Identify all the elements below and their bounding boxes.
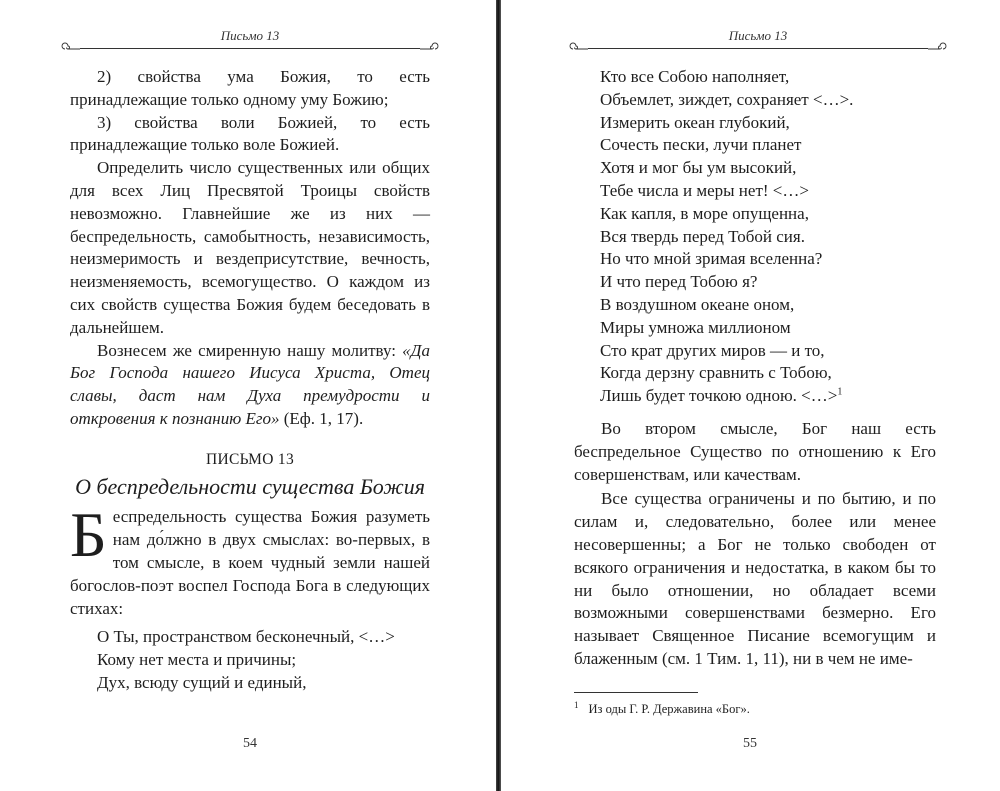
- book-gutter: [496, 0, 501, 791]
- prayer-ref: (Еф. 1, 17).: [283, 408, 364, 428]
- prayer-intro: Вознесем же смиренную нашу молитву:: [97, 340, 396, 360]
- paragraph: 3) свойства воли Божией, то есть принадлежащие только воле Божией.: [70, 112, 430, 155]
- left-page: [0, 0, 498, 791]
- paragraph: 2) свойства ума Божия, то есть принадлежащие только одному уму Божию;: [70, 67, 430, 109]
- running-head: Письмо 13: [728, 28, 788, 43]
- footnote-mark: 1: [574, 700, 579, 710]
- letter-heading: ПИСЬМО 13: [205, 450, 295, 468]
- running-head: Письмо 13: [220, 28, 280, 43]
- footnote-text: Из оды Г. Р. Державина «Бог».: [588, 702, 750, 717]
- verse-line: Объемлет, зиждет, сохраняет <…>.: [600, 89, 854, 109]
- footnote-rule: [574, 692, 698, 693]
- verse-line-last: [600, 385, 936, 408]
- footnote-reference[interactable]: 1: [837, 386, 843, 398]
- page-number: 54: [243, 736, 257, 751]
- scroll-ornament-icon: [926, 40, 948, 54]
- header-rule: [60, 40, 440, 54]
- verse-line: Когда дерзну сравнить с Тобою,: [600, 363, 832, 383]
- verse-line: Кому нет места и причины;: [97, 650, 297, 670]
- paragraph: Во втором смысле, Бог наш есть беспредельное Существо по отношению к Его совершенствам, или качествам.: [574, 418, 936, 484]
- paragraph: Все существа ограничены и по бытию, и по силам и, следовательно, более или менее несовершенны; а Бог не только свободен от всякого ограничения и недостатка, в каком бы то ни было отношении, но обладает всеми возможными совершенствами безмерно. Его называет Священное Писание всемогущим и блаженным (см. 1 Тим. 1, 11), ни в чем не име-: [574, 489, 936, 668]
- verse-line-text: Лишь будет точкою одною. <…>: [600, 386, 838, 406]
- verse-line: Миры умножа миллионом: [600, 317, 791, 337]
- verse-line: Хотя и мог бы ум высокий,: [600, 158, 797, 178]
- scroll-ornament-icon: [418, 40, 440, 54]
- verse-line: Кто все Собою наполняет,: [600, 67, 790, 86]
- verse-line: Сочесть пески, лучи планет: [600, 135, 802, 155]
- verse-line: Измерить океан глубокий,: [600, 112, 790, 132]
- intro-paragraph: [70, 499, 430, 620]
- verse-line: О Ты, пространством бесконечный, <…>: [97, 627, 395, 647]
- scroll-ornament-icon: [568, 40, 590, 54]
- verse-line: Сто крат других миров — и то,: [600, 340, 825, 360]
- verse-line: В воздушном океане оном,: [600, 294, 795, 314]
- prayer-paragraph: [70, 340, 430, 431]
- intro-text: еспредельность существа Божия разуметь нам до́лжно в двух смыслах: во-первых, в том смысле, в коем чудный земли нашей богослов-поэт воспел Господа Бога в следующих стихах:: [70, 507, 430, 618]
- page-number: 55: [743, 736, 757, 751]
- verse-line: Дух, всюду сущий и единый,: [97, 672, 307, 692]
- drop-cap: Б: [70, 499, 107, 571]
- paragraph: Определить число существенных или общих для всех Лиц Пресвятой Троицы свойств невозможно. Главнейшие же из них — беспредельность, самобытность, независимость, неизмеримость и вездеприсутствие, вечность, неизменяемость, всемогущество. О каждом из сих свойств существа Божия будем беседовать в дальнейшем.: [70, 158, 430, 337]
- verse-line: Как капля, в море опущенна,: [600, 203, 809, 223]
- letter-title: О беспредельности существа Божия: [75, 473, 425, 499]
- verse-line: Но что мной зримая вселенна?: [600, 249, 823, 269]
- header-rule-line: [588, 48, 928, 49]
- right-page: [502, 0, 1000, 791]
- right-text-block: [574, 66, 936, 671]
- scroll-ornament-icon: [60, 40, 82, 54]
- verse-stanza: [574, 66, 936, 408]
- header-rule-line: [80, 48, 420, 49]
- verse-stanza: [70, 626, 430, 694]
- verse-line: Тебе числа и меры нет! <…>: [600, 180, 809, 200]
- prayer-quote: «Да Бог Господа нашего Иисуса Христа, Отец славы, даст нам Духа премудрости и откровения к познанию Его»: [70, 340, 430, 428]
- footnote: [574, 700, 750, 717]
- verse-line: Вся твердь перед Тобой сия.: [600, 226, 805, 246]
- header-rule: [568, 40, 948, 54]
- verse-line: И что перед Тобою я?: [600, 272, 758, 292]
- left-text-block: [70, 66, 430, 705]
